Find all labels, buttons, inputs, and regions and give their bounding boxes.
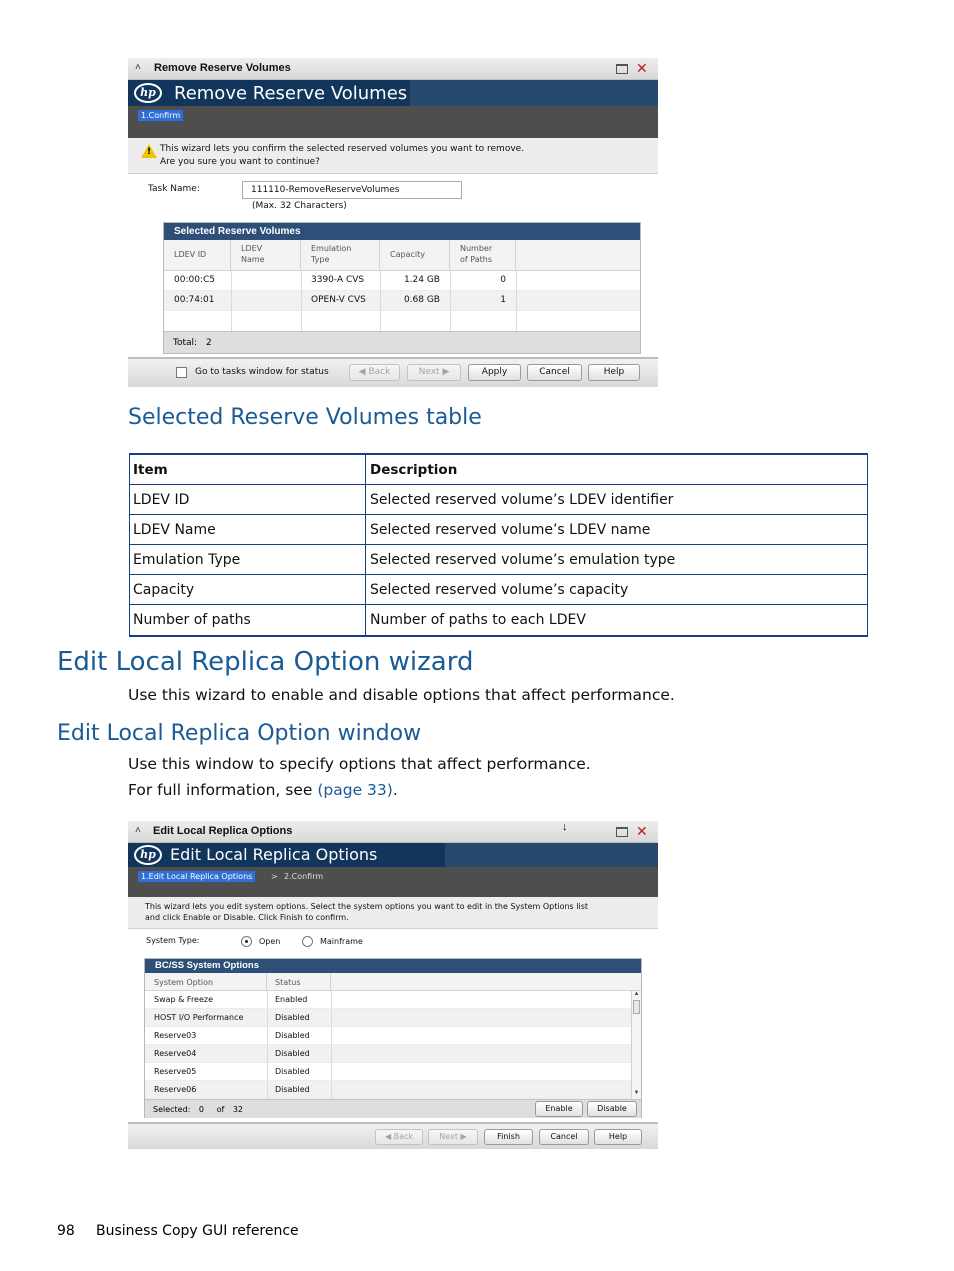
cell-emulation: OPEN-V CVS (311, 295, 366, 305)
hp-logo-icon: hp (134, 83, 162, 103)
col-label: Number (460, 244, 493, 253)
cell-status: Disabled (275, 1013, 310, 1022)
next-button[interactable]: Next ▶ (407, 364, 461, 381)
column-divider (301, 271, 302, 331)
cell-description: Selected reserved volume’s LDEV name (370, 522, 651, 538)
cancel-button[interactable]: Cancel (539, 1129, 589, 1145)
cell-option: Reserve04 (154, 1049, 197, 1058)
total-count: 32 (232, 1105, 244, 1114)
dialog-titlebar (128, 821, 658, 843)
cell-status: Enabled (275, 995, 308, 1004)
col-ldev-id[interactable] (164, 240, 231, 270)
back-label: Back (368, 367, 391, 377)
next-label: Next (439, 1132, 458, 1141)
cell-status: Disabled (275, 1049, 310, 1058)
maximize-icon[interactable] (616, 64, 628, 74)
cell-status: Disabled (275, 1085, 310, 1094)
cell-status: Disabled (275, 1067, 310, 1076)
table-row[interactable] (145, 1027, 631, 1045)
table-row[interactable] (164, 271, 640, 291)
table-row (130, 605, 867, 635)
table-selection-footer (145, 1099, 641, 1118)
cell-option: Reserve03 (154, 1031, 197, 1040)
next-label: Next (418, 367, 440, 377)
system-type-label: System Type: (146, 936, 200, 945)
scroll-down-icon[interactable]: ▼ (633, 1090, 640, 1096)
step-separator: > (271, 872, 278, 881)
close-icon[interactable]: ✕ (636, 60, 648, 76)
cell-description: Selected reserved volume’s emulation type (370, 552, 676, 568)
selected-count: 0 (198, 1105, 205, 1114)
dialog-titlebar-text: Edit Local Replica Options (153, 825, 293, 837)
dialog-footer (128, 1122, 658, 1149)
col-number-of-paths[interactable] (450, 240, 516, 270)
table-row[interactable] (164, 291, 640, 311)
table-row[interactable] (145, 1009, 631, 1027)
cell-ldev-id: 00:00:C5 (174, 275, 215, 285)
system-options-table (144, 958, 642, 1118)
task-name-label: Task Name: (148, 184, 200, 194)
enable-button[interactable]: Enable (535, 1101, 583, 1117)
cell-option: Reserve05 (154, 1067, 197, 1076)
cell-option: Reserve06 (154, 1085, 197, 1094)
cell-description: Number of paths to each LDEV (370, 612, 586, 628)
column-divider (231, 271, 232, 331)
col-label: Capacity (390, 250, 425, 259)
column-divider (450, 271, 451, 331)
wizard-banner (128, 843, 658, 897)
cell-item: Emulation Type (130, 545, 366, 574)
cell-description: Selected reserved volume’s LDEV identifier (370, 492, 674, 508)
cell-capacity: 0.68 GB (403, 295, 440, 305)
col-emulation-type[interactable] (301, 240, 380, 270)
cursor-icon: ↓ (562, 821, 568, 833)
disable-button[interactable]: Disable (587, 1101, 637, 1117)
table-row[interactable] (145, 1081, 631, 1099)
table-column-header (145, 973, 641, 991)
col-label: Name (241, 255, 265, 264)
table-row (130, 515, 867, 545)
dialog-titlebar (128, 58, 658, 80)
info-line-2: Are you sure you want to continue? (160, 157, 320, 167)
cell-item: Number of paths (130, 605, 366, 635)
col-label: Type (311, 255, 330, 264)
collapse-icon[interactable]: ˄ (135, 825, 141, 836)
close-icon[interactable]: ✕ (636, 823, 648, 839)
task-name-input[interactable]: 111110-RemoveReserveVolumes (242, 181, 462, 199)
col-status[interactable]: Status (267, 973, 331, 990)
scroll-thumb[interactable] (633, 1000, 640, 1014)
hp-logo-icon: hp (134, 845, 162, 865)
column-divider (331, 991, 332, 1099)
radio-mainframe[interactable] (302, 936, 313, 947)
next-button[interactable]: Next ▶ (428, 1129, 478, 1145)
full-info-suffix: . (392, 781, 398, 799)
total-label: Total: (173, 338, 198, 348)
wizard-banner (128, 80, 658, 138)
go-to-tasks-checkbox[interactable] (176, 367, 187, 378)
table-title: BC/SS System Options (145, 959, 641, 973)
header-item: Item (130, 455, 366, 484)
edit-local-replica-options-dialog (128, 821, 658, 1149)
table-total (164, 331, 640, 353)
wizard-description: Use this wizard to enable and disable options that affect performance. (128, 686, 675, 704)
page-footer-title: Business Copy GUI reference (96, 1223, 299, 1239)
warning-exclamation: ! (147, 147, 152, 157)
col-label: LDEV ID (174, 250, 207, 259)
wizard-info-panel (128, 897, 658, 929)
section-heading-wizard: Edit Local Replica Option wizard (57, 647, 474, 677)
info-line-1: This wizard lets you edit system options. Select the system options you want to edit in the System Options list (145, 902, 589, 911)
selected-label: Selected: (153, 1105, 191, 1114)
remove-reserve-volumes-dialog (128, 58, 658, 387)
reference-table (129, 453, 868, 637)
col-label: Emulation (311, 244, 352, 253)
cell-paths: 0 (500, 275, 506, 285)
dialog-titlebar-text: Remove Reserve Volumes (154, 62, 291, 74)
of-label: of (216, 1105, 225, 1114)
table-header-row (130, 455, 867, 485)
col-capacity[interactable] (380, 240, 450, 270)
back-button[interactable]: ◀ Back (349, 364, 400, 381)
cell-description: Selected reserved volume’s capacity (370, 582, 629, 598)
table-row (130, 575, 867, 605)
back-label: Back (393, 1132, 414, 1141)
step-edit-options: 1.Edit Local Replica Options (138, 871, 255, 882)
banner-title: Edit Local Replica Options (170, 845, 378, 864)
table-row[interactable] (145, 991, 631, 1009)
table-row (130, 545, 867, 575)
radio-open[interactable] (241, 936, 252, 947)
total-value: 2 (205, 338, 212, 348)
cancel-button[interactable]: Cancel (527, 364, 582, 381)
col-system-option[interactable]: System Option (145, 973, 267, 990)
dialog-footer (128, 357, 658, 387)
col-label: of Paths (460, 255, 492, 264)
page-number: 98 (57, 1223, 75, 1239)
col-ldev-name[interactable] (231, 240, 301, 270)
banner-title: Remove Reserve Volumes (174, 83, 408, 104)
column-divider (267, 991, 268, 1099)
table-scrollbar[interactable] (631, 991, 641, 1099)
cell-item: LDEV ID (130, 485, 366, 514)
table-column-header (164, 240, 640, 271)
table-row[interactable] (145, 1063, 631, 1081)
step-confirm: 1.Confirm (138, 110, 183, 121)
go-to-tasks-label: Go to tasks window for status (195, 367, 329, 377)
finish-button[interactable]: Finish (484, 1129, 533, 1145)
col-label: LDEV (241, 244, 263, 253)
help-button[interactable]: Help (588, 364, 640, 381)
cell-item: Capacity (130, 575, 366, 604)
window-description: Use this window to specify options that affect performance. (128, 755, 591, 773)
cell-option: Swap & Freeze (154, 995, 214, 1004)
maximize-icon[interactable] (616, 827, 628, 837)
table-title: Selected Reserve Volumes (164, 223, 640, 240)
step-confirm: 2.Confirm (284, 872, 324, 881)
cell-ldev-id: 00:74:01 (174, 295, 215, 305)
full-info-line (128, 781, 398, 799)
help-button[interactable]: Help (594, 1129, 642, 1145)
cell-item: LDEV Name (130, 515, 366, 544)
full-info-prefix: For full information, see (128, 781, 318, 799)
radio-mainframe-label: Mainframe (320, 937, 363, 946)
section-heading-window: Edit Local Replica Option window (57, 721, 422, 746)
cell-emulation: 3390-A CVS (311, 275, 365, 285)
cell-option: HOST I/O Performance (154, 1013, 244, 1022)
radio-open-label: Open (259, 937, 281, 946)
info-line-2: and click Enable or Disable. Click Finish to confirm. (145, 913, 349, 922)
scroll-up-icon[interactable]: ▲ (633, 991, 640, 997)
wizard-info-panel (128, 138, 658, 174)
info-line-1: This wizard lets you confirm the selected reserved volumes you want to remove. (160, 144, 525, 154)
back-button[interactable]: ◀ Back (375, 1129, 423, 1145)
section-heading-table: Selected Reserve Volumes table (128, 405, 482, 430)
table-row (130, 485, 867, 515)
header-description: Description (370, 462, 458, 478)
page-link[interactable]: (page 33) (317, 781, 393, 799)
table-row[interactable] (145, 1045, 631, 1063)
cell-paths: 1 (500, 295, 506, 305)
cell-status: Disabled (275, 1031, 310, 1040)
collapse-icon[interactable]: ˄ (135, 62, 141, 73)
column-divider (516, 271, 517, 331)
apply-button[interactable]: Apply (468, 364, 521, 381)
column-divider (380, 271, 381, 331)
task-name-hint: (Max. 32 Characters) (252, 201, 347, 211)
selected-reserve-volumes-table (163, 222, 641, 354)
cell-capacity: 1.24 GB (403, 275, 440, 285)
